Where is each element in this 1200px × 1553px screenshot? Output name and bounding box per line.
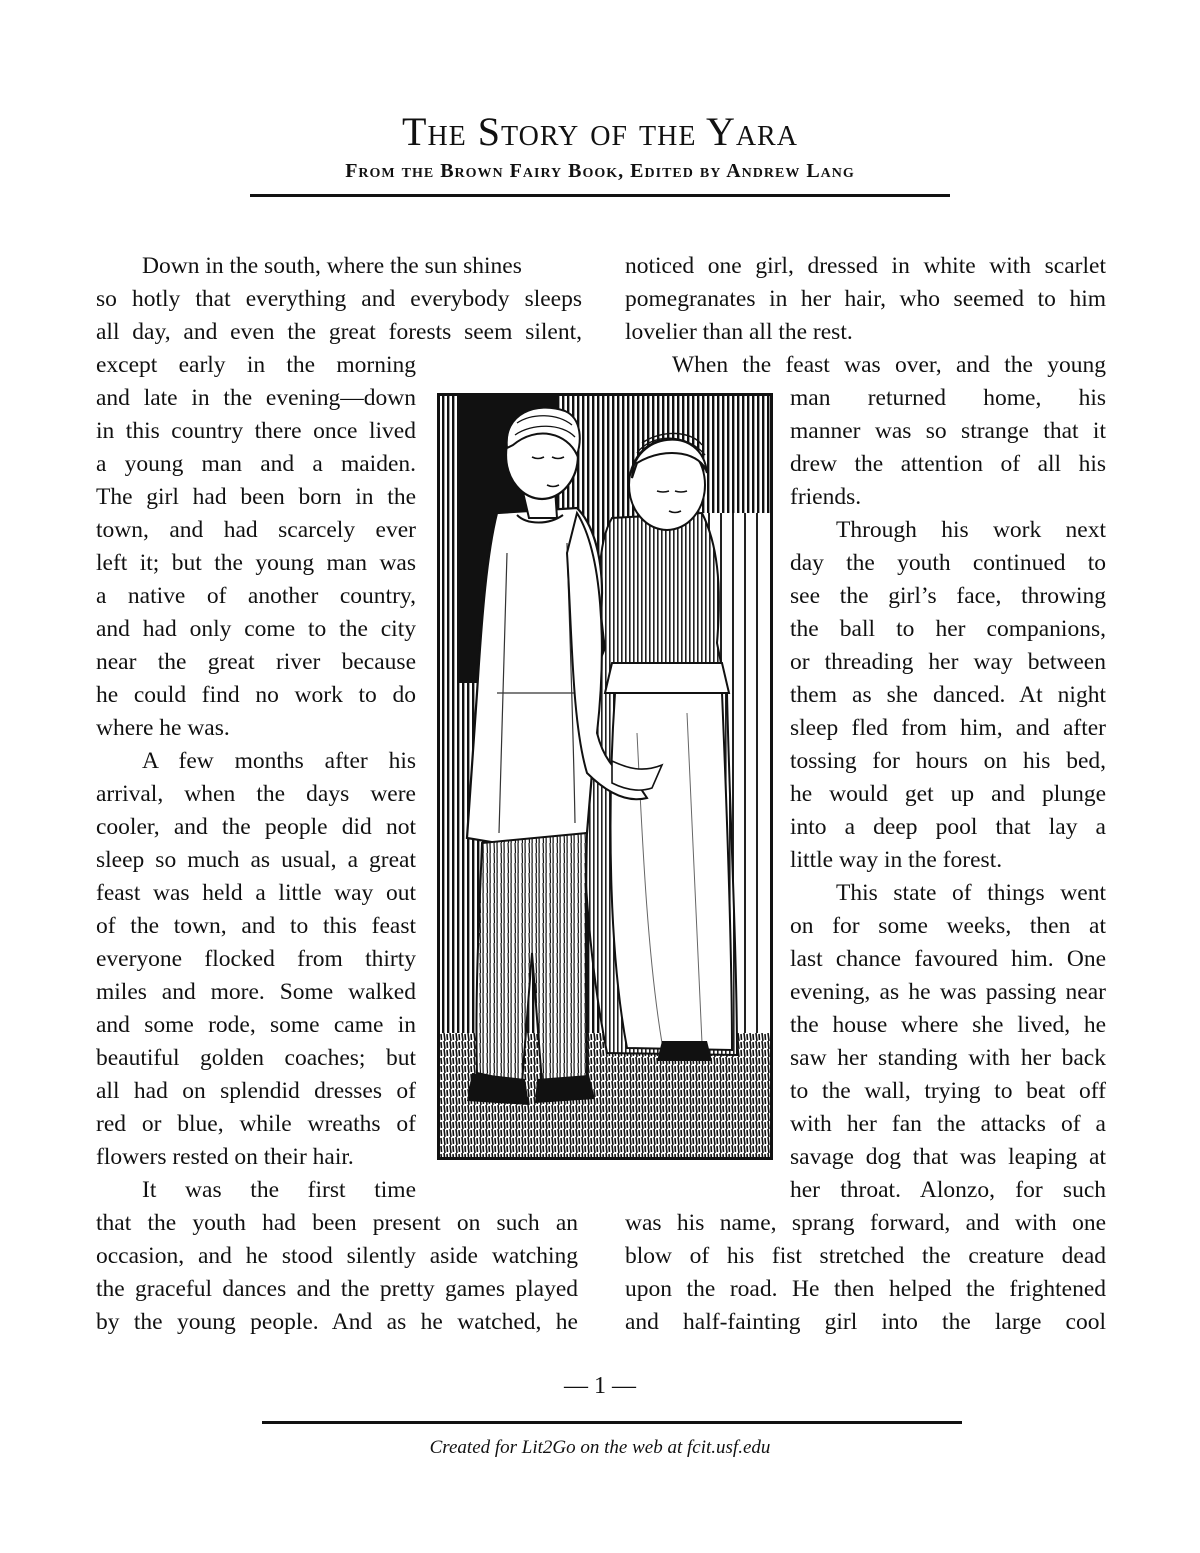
text-line: lovelier than all the rest. [625,319,853,345]
illustration-couple-walking [437,393,773,1160]
text-line: the ball to her companions, [790,616,1106,642]
text-line: of the town, and to this feast [96,913,416,939]
text-line: last chance favoured him. One [790,946,1106,972]
text-line: This state of things went [836,880,1106,906]
text-line: except early in the morning [96,352,416,378]
text-line: all had on splendid dresses of [96,1078,416,1104]
text-line: on for some weeks, then at [790,913,1106,939]
text-line: When the feast was over, and the young [672,352,1106,378]
page-number: — 1 — [564,1373,636,1399]
text-line: and had only come to the city [96,616,416,642]
text-line: and half-fainting girl into the large cool [625,1309,1106,1335]
text-line: tossing for hours on his bed, [790,748,1106,774]
text-line: A few months after his [142,748,416,774]
text-line: flowers rested on their hair. [96,1144,354,1170]
text-line: little way in the forest. [790,847,1003,873]
footer-credit: Created for Lit2Go on the web at fcit.usf.edu [429,1437,771,1458]
text-line: beautiful golden coaches; but [96,1045,416,1071]
text-line: where he was. [96,715,230,741]
text-line: he would get up and plunge [790,781,1106,807]
text-line: by the young people. And as he watched, he [96,1309,578,1335]
text-line: was his name, sprang forward, and with one [625,1210,1106,1236]
footer-divider [262,1421,962,1424]
text-line: or threading her way between [790,649,1106,675]
text-line: that the youth had been present on such an [96,1210,578,1236]
page-subtitle: From the Brown Fairy Book, Edited by Andrew Lang [345,160,855,182]
text-line: cooler, and the people did not [96,814,416,840]
text-line: day the youth continued to [790,550,1106,576]
text-line: Down in the south, where the sun shines [142,253,522,279]
text-line: left it; but the young man was [96,550,416,576]
text-line: sleep fled from him, and after [790,715,1106,741]
text-line: near the great river because [96,649,416,675]
text-line: her throat. Alonzo, for such [790,1177,1106,1203]
text-line: the house where she lived, he [790,1012,1106,1038]
text-line: town, and had scarcely ever [96,517,416,543]
text-line: man returned home, his [790,385,1106,411]
text-line: The girl had been born in the [96,484,416,510]
text-line: see the girl’s face, throwing [790,583,1106,609]
text-line: drew the attention of all his [790,451,1106,477]
text-line: red or blue, while wreaths of [96,1111,416,1137]
text-line: noticed one girl, dressed in white with scarlet [625,253,1106,279]
text-line: to the wall, trying to beat off [790,1078,1106,1104]
text-line: he could find no work to do [96,682,416,708]
page-title: The Story of the Yara [402,109,798,154]
text-line: a young man and a maiden. [96,451,416,477]
header-divider [250,194,950,197]
text-line: pomegranates in her hair, who seemed to him [625,286,1106,312]
text-line: and late in the evening—down [96,385,416,411]
text-line: Through his work next [836,517,1106,543]
text-line: in this country there once lived [96,418,416,444]
text-line: into a deep pool that lay a [790,814,1106,840]
text-line: the graceful dances and the pretty games played [96,1276,578,1302]
text-line: It was the first time [142,1177,416,1203]
text-line: friends. [790,484,862,510]
text-line: everyone flocked from thirty [96,946,416,972]
text-line: miles and more. Some walked [96,979,416,1005]
text-line: them as she danced. At night [790,682,1106,708]
text-line: feast was held a little way out [96,880,416,906]
text-line: a native of another country, [96,583,416,609]
text-line: evening, as he was passing near [790,979,1106,1005]
text-line: occasion, and he stood silently aside watching [96,1243,578,1269]
text-line: all day, and even the great forests seem silent, [96,319,582,345]
text-line: manner was so strange that it [790,418,1106,444]
text-line: upon the road. He then helped the frightened [625,1276,1106,1302]
text-line: arrival, when the days were [96,781,416,807]
text-line: savage dog that was leaping at [790,1144,1106,1170]
text-line: and some rode, some came in [96,1012,416,1038]
text-line: blow of his fist stretched the creature dead [625,1243,1106,1269]
text-line: so hotly that everything and everybody sleeps [96,286,582,312]
text-line: sleep so much as usual, a great [96,847,416,873]
text-line: saw her standing with her back [790,1045,1106,1071]
text-line: with her fan the attacks of a [790,1111,1106,1137]
